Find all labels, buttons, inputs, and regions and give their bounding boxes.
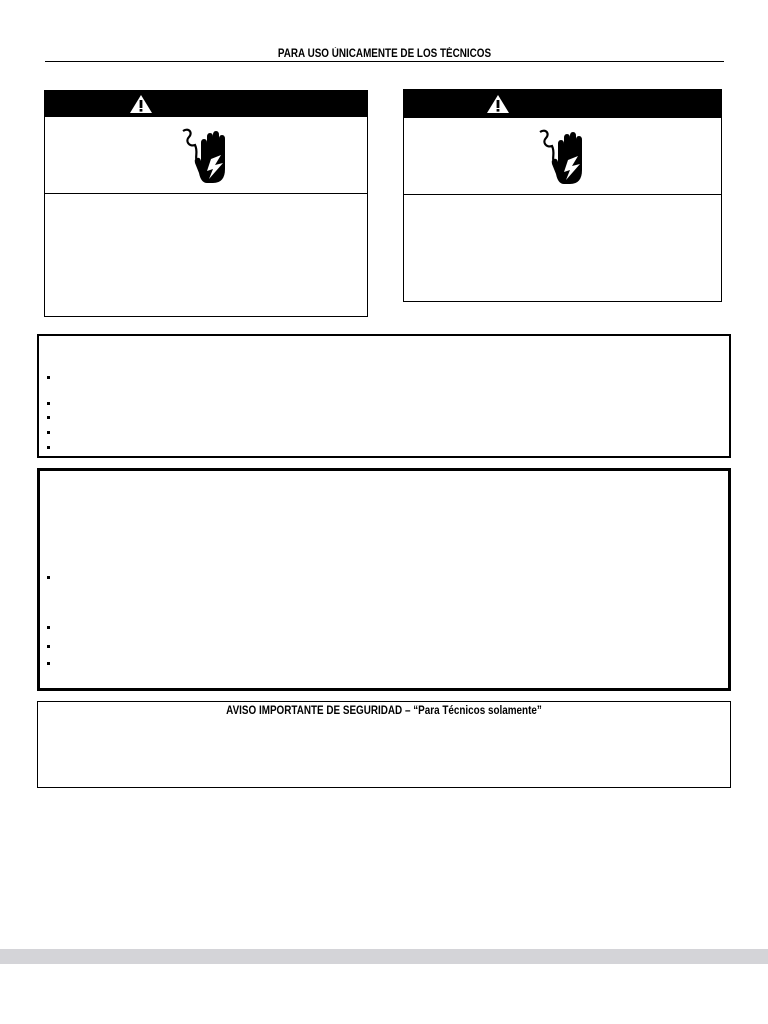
warning-card-left (44, 90, 368, 317)
warning-pictogram-area (404, 118, 721, 195)
safety-notice-title: AVISO IMPORTANTE DE SEGURIDAD – “Para Técnicos solamente” (226, 705, 542, 717)
instructions-box-2 (37, 468, 731, 691)
warning-triangle-icon (129, 94, 153, 114)
bullet-marker (47, 402, 50, 405)
bullet-marker (47, 431, 50, 434)
warning-header-bar (45, 91, 367, 117)
bullet-marker (47, 416, 50, 419)
bullet-marker (47, 626, 50, 629)
bullet-marker (47, 662, 50, 665)
electrical-shock-hand-icon (534, 124, 594, 188)
bullet-marker (47, 376, 50, 379)
instructions-box-1 (37, 334, 731, 458)
warning-card-right (403, 89, 722, 302)
bullet-marker (47, 645, 50, 648)
safety-notice-box (37, 701, 731, 788)
electrical-shock-hand-icon (177, 123, 237, 187)
warning-header-bar (404, 90, 721, 118)
header-divider (45, 61, 724, 62)
page-footer-band (0, 949, 768, 964)
warning-triangle-icon (486, 94, 510, 114)
page-title: PARA USO ÚNICAMENTE DE LOS TÉCNICOS (277, 48, 492, 60)
bullet-marker (47, 576, 50, 579)
bullet-marker (47, 446, 50, 449)
warning-pictogram-area (45, 117, 367, 194)
